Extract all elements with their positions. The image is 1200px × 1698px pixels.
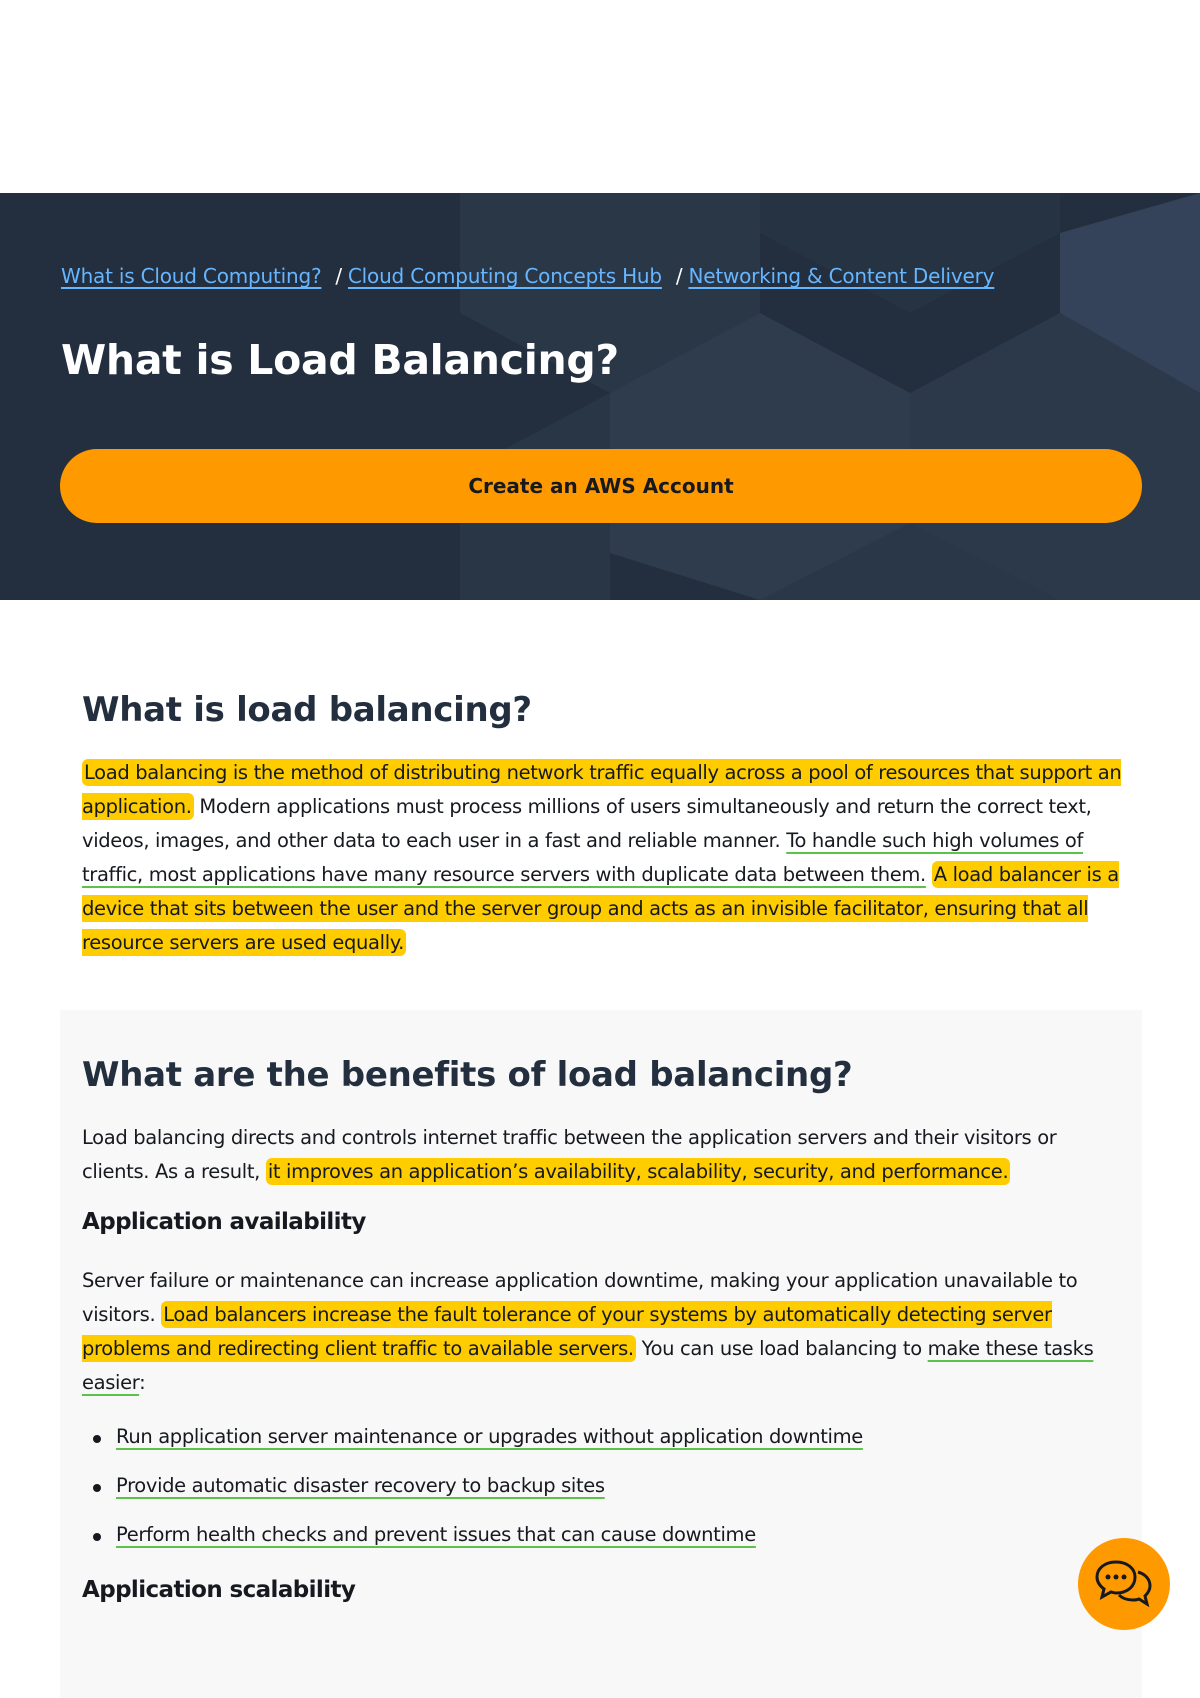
list-item [82,1469,1122,1518]
section-paragraph [82,1121,1122,1189]
breadcrumb [61,264,994,288]
highlighted-text: Load balancers increase the fault tolerance of your systems by automatically detecting server problems and redirecting client traffic to available servers. [82,1303,1052,1360]
highlighted-text: it improves an application’s availability, scalability, security, and performance. [267,1160,1009,1183]
underlined-text: make these tasks easier [82,1337,1094,1394]
section-benefits [82,1055,1122,1603]
bullet-text: Run application server maintenance or upgrades without application downtime [116,1425,863,1448]
breadcrumb-separator: / [675,264,683,288]
underlined-text: To handle such high volumes of traffic, most applications have many resource servers with duplicate data between them. [82,829,1084,886]
subheading-availability: Application availability [82,1209,366,1235]
availability-bullet-list [82,1420,1122,1567]
page-title: What is Load Balancing? [61,336,619,384]
breadcrumb-separator: / [335,264,342,288]
body-text [926,863,932,886]
body-text: Load balancing directs and controls internet traffic between the application servers and their visitors or clients. As a result, [82,1126,1057,1183]
body-text: Modern applications must process millions of users simultaneously and return the correct text, videos, images, and other data to each user in a fast and reliable manner. [82,795,1092,852]
availability-paragraph [82,1264,1122,1400]
section-heading: What are the benefits of load balancing? [82,1055,853,1095]
list-item [82,1420,1122,1469]
hexagon-background [0,193,1200,600]
chat-button[interactable] [1078,1538,1170,1630]
subheading-scalability: Application scalability [82,1577,356,1603]
body-text: Server failure or maintenance can increase application downtime, making your application unavailable to visitors. [82,1269,1078,1326]
list-item [82,1518,1122,1567]
breadcrumb-link-cloud-computing[interactable]: What is Cloud Computing? [61,264,322,288]
section-heading: What is load balancing? [82,690,532,730]
create-aws-account-button[interactable]: Create an AWS Account [60,449,1142,523]
body-text: : [139,1371,146,1394]
hero-banner [0,193,1200,600]
chat-bubbles-icon [1094,1558,1154,1610]
breadcrumb-link-concepts-hub[interactable]: Cloud Computing Concepts Hub [347,264,662,288]
section-what-is-load-balancing [82,690,1122,960]
highlighted-text: Load balancing is the method of distributing network traffic equally across a pool of resources that support an application. [82,761,1122,818]
bullet-text: Perform health checks and prevent issues that can cause downtime [116,1523,756,1546]
highlighted-text: A load balancer is a device that sits between the user and the server group and acts as an invisible facilitator, ensuring that all resource servers are used equally. [82,863,1119,954]
body-text: You can use load balancing to [635,1337,928,1360]
bullet-text: Provide automatic disaster recovery to backup sites [116,1474,605,1497]
breadcrumb-link-networking[interactable]: Networking & Content Delivery [688,264,995,288]
section-paragraph [82,756,1122,960]
